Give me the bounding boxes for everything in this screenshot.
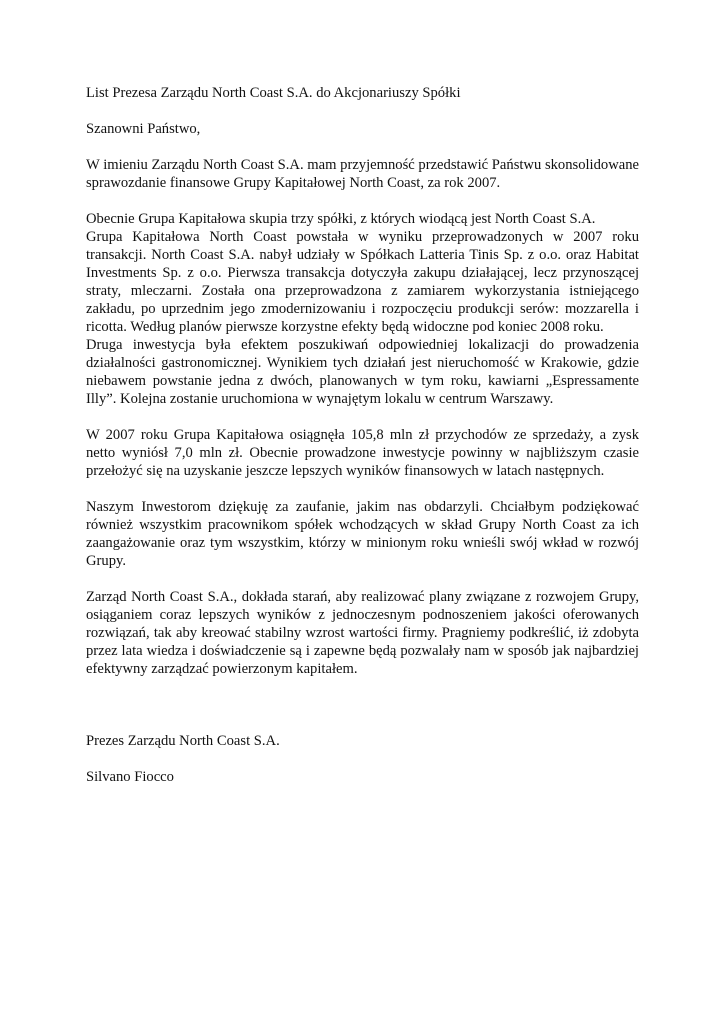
paragraph-outlook [86,588,639,678]
letter-title: List Prezesa Zarządu North Coast S.A. do Akcjonariuszy Spółki [86,85,461,101]
paragraph-text: W 2007 roku Grupa Kapitałowa osiągnęła 105,8 mln zł przychodów ze sprzedaży, a zysk netto wyniósł 7,0 mln zł. Obecnie prowadzone inwestycje powinny w najbliższym czasie przełożyć się na uzyskanie jeszcze lepszych wyników finansowych w latach następnych. [86,427,639,479]
salutation: Szanowni Państwo, [86,121,201,137]
signature-name: Silvano Fiocco [86,769,174,785]
paragraph-text: Druga inwestycja była efektem poszukiwań odpowiedniej lokalizacji do prowadzenia działalności gastronomicznej. Wynikiem tych działań jest nieruchomość w Krakowie, gdzie niebawem powstanie jedna z dwóch, planowanych w tym roku, kawiarni „Espressamente Illy”. Kolejna zostanie uruchomiona w wynajętym lokalu w centrum Warszawy. [86,337,639,407]
paragraph-financial-results [86,426,639,480]
signature-role: Prezes Zarządu North Coast S.A. [86,733,280,749]
paragraph-group-structure [86,210,639,408]
paragraph-thanks [86,498,639,570]
paragraph-text: W imieniu Zarządu North Coast S.A. mam przyjemność przedstawić Państwu skonsolidowane sprawozdanie finansowe Grupy Kapitałowej North Coast, za rok 2007. [86,157,639,191]
signature-block [86,732,639,786]
paragraph-text: Zarząd North Coast S.A., dokłada starań, aby realizować plany związane z rozwojem Grupy, osiąganiem coraz lepszych wyników z jednoczesnym podnoszeniem jakości oferowanych rozwiązań, tak aby kreować stabilny wzrost wartości firmy. Pragniemy podkreślić, iż zdobyta przez lata wiedza i doświadczenie są i zapewne będą pozwalały nam w sposób jak najbardziej efektywny zarządzać powierzonym kapitałem. [86,589,639,677]
paragraph-text: Obecnie Grupa Kapitałowa skupia trzy spółki, z których wiodącą jest North Coast S.A. [86,211,596,227]
paragraph-text: Naszym Inwestorom dziękuję za zaufanie, jakim nas obdarzyli. Chciałbym podziękować również wszystkim pracownikom spółek wchodzących w skład Grupy North Coast za ich zaangażowanie oraz tym wszystkim, którzy w minionym roku wnieśli swój wkład w rozwój Grupy. [86,499,639,569]
paragraph-text: Grupa Kapitałowa North Coast powstała w wyniku przeprowadzonych w 2007 roku transakcji. North Coast S.A. nabył udziały w Spółkach Latteria Tinis Sp. z o.o. oraz Habitat Investments Sp. z o.o. Pierwsza transakcja dotyczyła zakupu działającej, lecz przynoszącej straty, mleczarni. Została ona przeprowadzona z zamiarem wykorzystania istniejącego zakładu, po uprzednim jego zmodernizowaniu i rozpoczęciu produkcji serów: mozzarella i ricotta. Według planów pierwsze korzystne efekty będą widoczne pod koniec 2008 roku. [86,229,639,335]
letter-page [86,84,639,804]
paragraph-intro [86,156,639,192]
